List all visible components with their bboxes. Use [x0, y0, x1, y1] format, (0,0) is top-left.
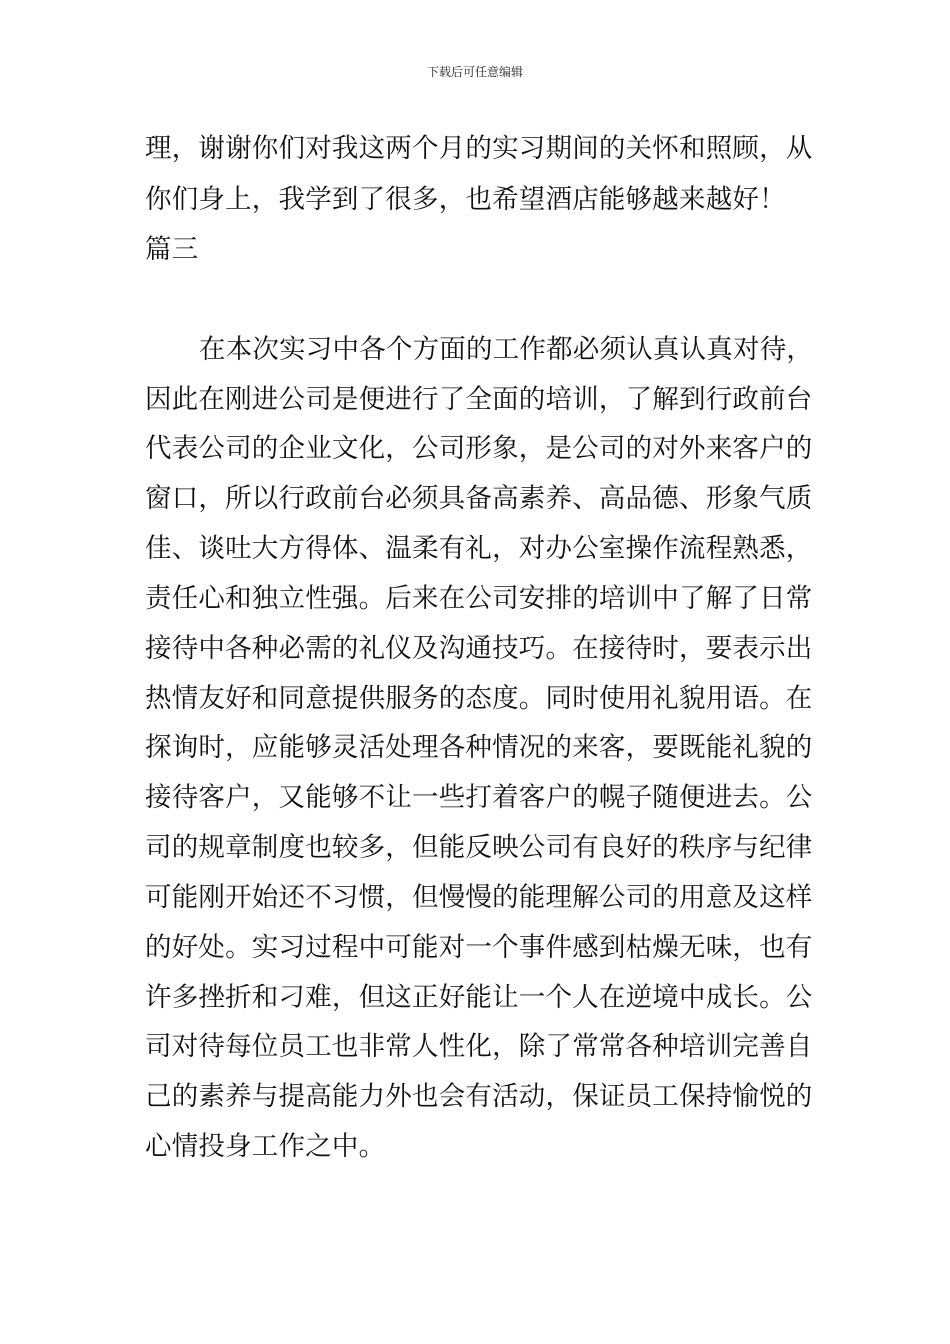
text-line: 可能刚开始还不习惯，但慢慢的能理解公司的用意及这样 — [145, 882, 813, 913]
section-heading: 篇三 — [145, 234, 199, 265]
paragraph-first-line: 在本次实习中各个方面的工作都必须认真认真对待， — [199, 334, 814, 365]
text-line: 己的素养与提高能力外也会有活动，保证员工保持愉悦的 — [145, 1081, 813, 1112]
text-line: 因此在刚进公司是便进行了全面的培训，了解到行政前台 — [145, 384, 813, 415]
text-line: 司对待每位员工也非常人性化，除了常常各种培训完善自 — [145, 1031, 813, 1062]
text-line: 佳、谈吐大方得体、温柔有礼，对办公室操作流程熟悉， — [145, 533, 813, 564]
text-line: 理，谢谢你们对我这两个月的实习期间的关怀和照顾，从 — [145, 133, 813, 164]
text-line: 的好处。实习过程中可能对一个事件感到枯燥无味，也有 — [145, 932, 813, 963]
text-line: 许多挫折和刁难，但这正好能让一个人在逆境中成长。公 — [145, 982, 813, 1013]
text-line: 接待客户，又能够不让一些打着客户的幌子随便进去。公 — [145, 782, 813, 813]
text-line: 心情投身工作之中。 — [145, 1131, 386, 1162]
text-line: 接待中各种必需的礼仪及沟通技巧。在接待时，要表示出 — [145, 633, 813, 664]
text-line: 窗口，所以行政前台必须具备高素养、高品德、形象气质 — [145, 483, 813, 514]
header-note: 下载后可任意编辑 — [426, 65, 523, 79]
text-line: 探询时，应能够灵活处理各种情况的来客，要既能礼貌的 — [145, 732, 813, 763]
text-line: 责任心和独立性强。后来在公司安排的培训中了解了日常 — [145, 583, 813, 614]
text-line: 热情友好和同意提供服务的态度。同时使用礼貌用语。在 — [145, 683, 813, 714]
text-line: 代表公司的企业文化，公司形象，是公司的对外来客户的 — [145, 433, 813, 464]
text-line: 你们身上，我学到了很多，也希望酒店能够越来越好！ — [145, 184, 786, 215]
text-line: 司的规章制度也较多，但能反映公司有良好的秩序与纪律 — [145, 832, 813, 863]
